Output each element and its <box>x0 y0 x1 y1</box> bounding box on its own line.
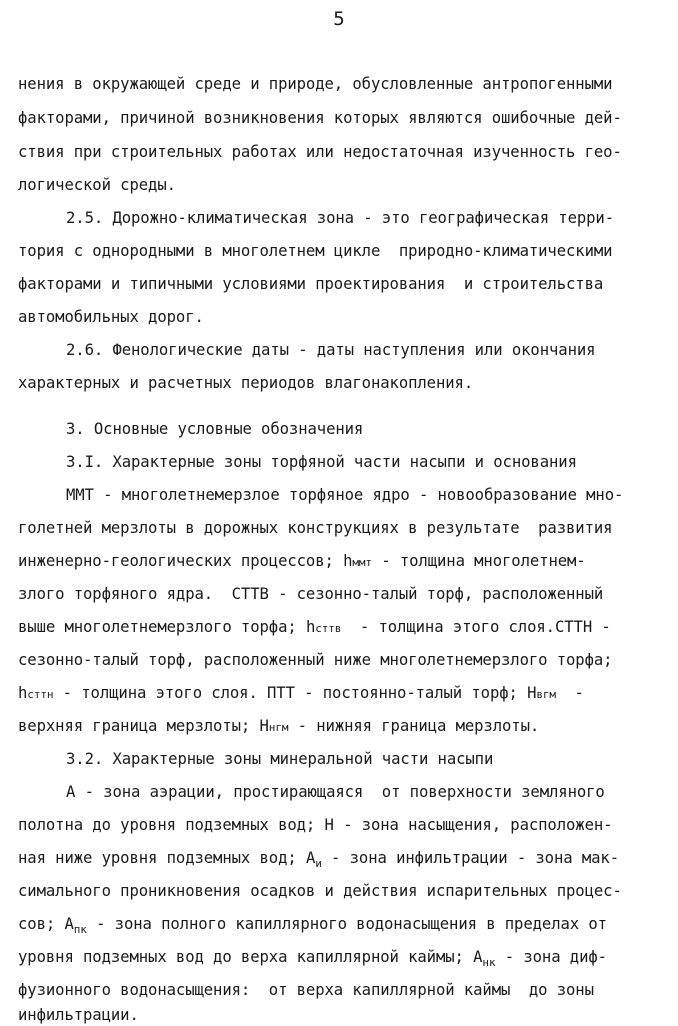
symbol-a-i: $А_и$ <box>305 849 322 870</box>
text-line: верхняя граница мерзлоты; Ннгм - нижняя граница мерзлоты. <box>18 717 540 735</box>
text-line: ММТ - многолетнемерзлое торфяное ядро - новообразование мно- <box>66 486 624 504</box>
text-line: полотна до уровня подземных вод; Н - зона насыщения, расположен- <box>18 816 613 834</box>
page-number: 5 <box>333 8 345 30</box>
text-line: сезонно-талый торф, расположенный ниже многолетнемерзлого торфа; <box>18 651 613 669</box>
text-line: уровня подземных вод до верха капиллярной каймы; $А_{нк}$ - зона диф- <box>18 948 607 969</box>
text-line: факторами и типичными условиями проектирования и строительства <box>18 275 604 293</box>
text-line: hсттн - толщина этого слоя. ПТТ - постоянно-талый торф; Нвгм - <box>18 684 584 702</box>
text-line: тория с однородными в многолетнем цикле природно-климатическими <box>18 242 613 260</box>
text-line: выше многолетнемерзлого торфа; hсттв - толщина этого слоя.СТТН - <box>18 618 611 636</box>
text-line: симального проникновения осадков и действия испарительных процес- <box>18 882 622 900</box>
symbol-h-mmt: hммт <box>343 552 372 570</box>
text-line: инфильтрации. <box>18 1006 139 1024</box>
text-line: инженерно-геологических процессов; hммт - толщина многолетнем- <box>18 552 586 570</box>
symbol-n-ngm: Ннгм <box>259 717 289 735</box>
text-line: фузионного водонасыщения: от верха капиллярной каймы до зоны <box>18 981 594 999</box>
text-line: логической среды. <box>18 176 176 194</box>
text-line: ствия при строительных работах или недостаточная изученность гео- <box>18 143 622 161</box>
text-line: А - зона аэрации, простирающаяся от поверхности земляного <box>66 783 605 801</box>
section-heading-3: 3. Основные условные обозначения <box>66 420 364 438</box>
subsection-heading-3-2: 3.2. Характерные зоны минеральной части насыпи <box>66 750 494 768</box>
text-line: характерных и расчетных периодов влагонакопления. <box>18 374 474 392</box>
symbol-a-pk: $А_{пк}$ <box>64 915 87 936</box>
symbol-h-sttn: hсттн <box>18 684 54 702</box>
text-line: ная ниже уровня подземных вод; $А_и$ - зона инфильтрации - зона мак- <box>18 849 619 870</box>
symbol-n-vgm: Нвгм <box>527 684 556 702</box>
paragraph-2-5: 2.5. Дорожно-климатическая зона - это географическая терри- <box>66 209 615 227</box>
paragraph-2-6: 2.6. Фенологические даты - даты наступления или окончания <box>66 341 596 359</box>
text-line: факторами, причиной возникновения которых являются ошибочные дей- <box>18 109 622 127</box>
subsection-heading-3-1: 3.I. Характерные зоны торфяной части насыпи и основания <box>66 453 577 471</box>
text-line: автомобильных дорог. <box>18 308 204 326</box>
text-line: нения в окружающей среде и природе, обусловленные антропогенными <box>18 75 613 93</box>
symbol-a-nk: $А_{нк}$ <box>473 948 496 969</box>
text-line: злого торфяного ядра. СТТВ - сезонно-талый торф, расположенный <box>18 585 604 603</box>
symbol-h-sttv: hсттв <box>305 618 342 636</box>
text-line: сов; $А_{пк}$ - зона полного капиллярного водонасыщения в пределах от <box>18 915 607 936</box>
text-line: голетней мерзлоты в дорожных конструкциях в результате развития <box>18 519 613 537</box>
